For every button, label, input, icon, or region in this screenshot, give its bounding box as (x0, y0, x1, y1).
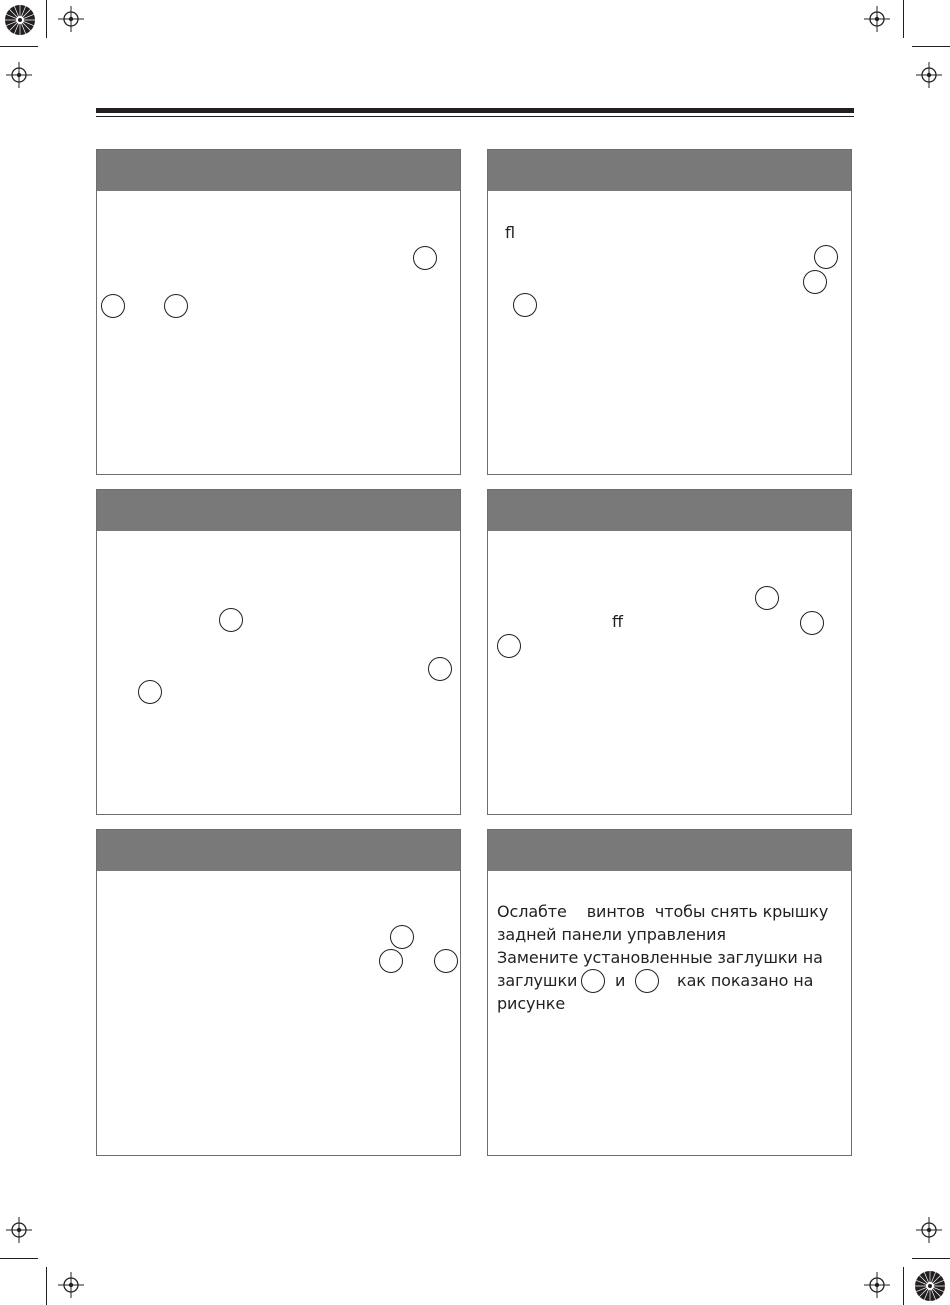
panel-header (488, 490, 851, 531)
callout-circle-icon (164, 294, 188, 318)
callout-circle-icon (814, 245, 838, 269)
trim-line (912, 46, 950, 47)
trim-line (903, 1267, 904, 1305)
trim-line (912, 1258, 950, 1259)
crosshair-registration-icon (56, 4, 86, 34)
trim-line (46, 0, 47, 38)
crosshair-registration-icon (862, 4, 892, 34)
crosshair-registration-icon (862, 1270, 892, 1300)
callout-circle-icon (800, 611, 824, 635)
callout-circle-icon (513, 293, 537, 317)
trim-line (903, 0, 904, 38)
panel-6 (487, 829, 852, 1156)
callout-circle-icon (219, 608, 243, 632)
callout-circle-icon (428, 657, 452, 681)
panel-header (97, 150, 460, 191)
instruction-line-4-and: и (615, 971, 626, 990)
instruction-line-5: рисунке (497, 994, 566, 1013)
panel-header (97, 830, 460, 871)
callout-circle-icon (413, 246, 437, 270)
panel-5 (96, 829, 461, 1156)
panel-header (488, 150, 851, 191)
panel-3 (96, 489, 461, 815)
header-rule-thick (96, 108, 854, 113)
header-rule-thin (96, 116, 854, 117)
callout-circle-icon (581, 969, 605, 993)
color-bar-wheel-icon (4, 4, 36, 36)
trim-line (0, 1258, 38, 1259)
ligature-glyph: ﬀ (612, 612, 624, 631)
crosshair-registration-icon (914, 1215, 944, 1245)
instruction-line-1: Ослабте винтов чтобы снять крышку (497, 902, 829, 921)
callout-circle-icon (379, 949, 403, 973)
callout-circle-icon (803, 270, 827, 294)
callout-circle-icon (434, 949, 458, 973)
callout-circle-icon (138, 680, 162, 704)
callout-circle-icon (390, 925, 414, 949)
trim-line (46, 1267, 47, 1305)
panel-header (97, 490, 460, 531)
crosshair-registration-icon (914, 60, 944, 90)
crosshair-registration-icon (4, 1215, 34, 1245)
callout-circle-icon (101, 294, 125, 318)
crosshair-registration-icon (56, 1270, 86, 1300)
callout-circle-icon (755, 586, 779, 610)
ligature-glyph: ﬂ (505, 223, 516, 242)
color-bar-wheel-icon (914, 1270, 946, 1302)
callout-circle-icon (497, 634, 521, 658)
panel-4 (487, 489, 852, 815)
instruction-line-4-start: заглушки (497, 971, 578, 990)
trim-line (0, 46, 38, 47)
crosshair-registration-icon (4, 60, 34, 90)
instruction-line-2: задней панели управления (497, 925, 726, 944)
instruction-line-3: Замените установленные заглушки на (497, 948, 823, 967)
panel-header (488, 830, 851, 871)
panel-1 (96, 149, 461, 475)
instruction-line-4-end: как показано на (677, 971, 814, 990)
callout-circle-icon (635, 969, 659, 993)
panel-2 (487, 149, 852, 475)
